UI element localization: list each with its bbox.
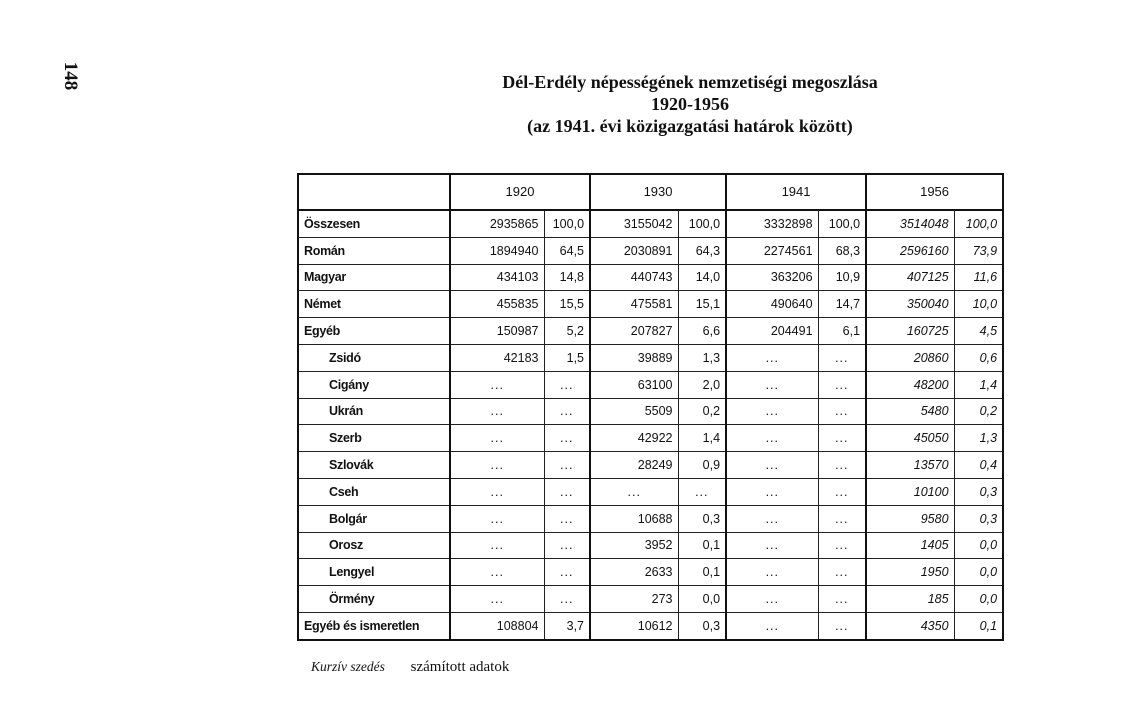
percent-cell: 0,0 xyxy=(954,586,1003,613)
count-cell: ... xyxy=(726,612,818,639)
row-label: Cigány xyxy=(298,371,450,398)
percent-cell: 15,1 xyxy=(678,291,726,318)
row-label: Örmény xyxy=(298,586,450,613)
row-label: Szlovák xyxy=(298,452,450,479)
count-cell: 2633 xyxy=(590,559,678,586)
count-cell: ... xyxy=(726,425,818,452)
count-cell: 2596160 xyxy=(866,237,954,264)
row-label: Lengyel xyxy=(298,559,450,586)
percent-cell: 4,5 xyxy=(954,318,1003,345)
percent-cell: 73,9 xyxy=(954,237,1003,264)
percent-cell: ... xyxy=(544,478,590,505)
count-cell: ... xyxy=(726,532,818,559)
count-cell: 160725 xyxy=(866,318,954,345)
percent-cell: ... xyxy=(544,586,590,613)
row-label: Egyéb xyxy=(298,318,450,345)
count-cell: ... xyxy=(450,425,544,452)
count-cell: 13570 xyxy=(866,452,954,479)
percent-cell: 14,0 xyxy=(678,264,726,291)
percent-cell: 11,6 xyxy=(954,264,1003,291)
percent-cell: 15,5 xyxy=(544,291,590,318)
count-cell: 5509 xyxy=(590,398,678,425)
page-number: 148 xyxy=(60,61,81,91)
count-cell: 455835 xyxy=(450,291,544,318)
table-row xyxy=(298,371,1003,398)
percent-cell: 1,4 xyxy=(954,371,1003,398)
count-cell: 108804 xyxy=(450,612,544,639)
table-row xyxy=(298,505,1003,532)
percent-cell: 0,3 xyxy=(678,505,726,532)
count-cell: ... xyxy=(726,452,818,479)
percent-cell: 64,5 xyxy=(544,237,590,264)
percent-cell: 1,3 xyxy=(678,344,726,371)
table-row xyxy=(298,318,1003,345)
percent-cell: 68,3 xyxy=(818,237,866,264)
percent-cell: 0,1 xyxy=(678,559,726,586)
count-cell: 2274561 xyxy=(726,237,818,264)
count-cell: 9580 xyxy=(866,505,954,532)
count-cell: ... xyxy=(726,371,818,398)
header-corner xyxy=(298,174,450,210)
percent-cell: ... xyxy=(818,344,866,371)
percent-cell: 100,0 xyxy=(678,210,726,237)
percent-cell: 0,0 xyxy=(678,586,726,613)
percent-cell: 3,7 xyxy=(544,612,590,639)
count-cell: ... xyxy=(726,586,818,613)
year-header: 1956 xyxy=(866,174,1003,210)
count-cell: ... xyxy=(450,559,544,586)
percent-cell: 100,0 xyxy=(954,210,1003,237)
percent-cell: 6,1 xyxy=(818,318,866,345)
footnote-key: Kurzív szedés xyxy=(311,659,385,674)
percent-cell: 1,3 xyxy=(954,425,1003,452)
count-cell: ... xyxy=(726,398,818,425)
percent-cell: 0,2 xyxy=(678,398,726,425)
percent-cell: 6,6 xyxy=(678,318,726,345)
year-header: 1920 xyxy=(450,174,590,210)
row-label: Összesen xyxy=(298,210,450,237)
count-cell: 45050 xyxy=(866,425,954,452)
count-cell: 42922 xyxy=(590,425,678,452)
percent-cell: ... xyxy=(678,478,726,505)
table-row xyxy=(298,532,1003,559)
table-row xyxy=(298,264,1003,291)
count-cell: ... xyxy=(726,559,818,586)
percent-cell: ... xyxy=(544,505,590,532)
percent-cell: 10,0 xyxy=(954,291,1003,318)
percent-cell: ... xyxy=(544,532,590,559)
count-cell: 20860 xyxy=(866,344,954,371)
percent-cell: 0,6 xyxy=(954,344,1003,371)
count-cell: 1950 xyxy=(866,559,954,586)
percent-cell: 0,1 xyxy=(954,612,1003,639)
count-cell: ... xyxy=(726,478,818,505)
count-cell: 185 xyxy=(866,586,954,613)
percent-cell: 14,8 xyxy=(544,264,590,291)
percent-cell: 0,1 xyxy=(678,532,726,559)
count-cell: ... xyxy=(450,398,544,425)
percent-cell: ... xyxy=(818,452,866,479)
count-cell: ... xyxy=(450,586,544,613)
table-row xyxy=(298,237,1003,264)
percent-cell: 2,0 xyxy=(678,371,726,398)
count-cell: 350040 xyxy=(866,291,954,318)
table-title: Dél-Erdély népességének nemzetiségi megoszlása xyxy=(502,72,878,92)
count-cell: 10688 xyxy=(590,505,678,532)
count-cell: 207827 xyxy=(590,318,678,345)
count-cell: 150987 xyxy=(450,318,544,345)
count-cell: 28249 xyxy=(590,452,678,479)
row-label: Ukrán xyxy=(298,398,450,425)
percent-cell: 1,4 xyxy=(678,425,726,452)
row-label: Zsidó xyxy=(298,344,450,371)
count-cell: 407125 xyxy=(866,264,954,291)
percent-cell: 1,5 xyxy=(544,344,590,371)
table-row xyxy=(298,344,1003,371)
year-header: 1941 xyxy=(726,174,866,210)
row-label: Szerb xyxy=(298,425,450,452)
count-cell: 3952 xyxy=(590,532,678,559)
count-cell: 48200 xyxy=(866,371,954,398)
percent-cell: 100,0 xyxy=(544,210,590,237)
percent-cell: 0,4 xyxy=(954,452,1003,479)
count-cell: 2030891 xyxy=(590,237,678,264)
percent-cell: ... xyxy=(818,398,866,425)
table-row xyxy=(298,452,1003,479)
table-row xyxy=(298,210,1003,237)
count-cell: 10612 xyxy=(590,612,678,639)
row-label: Román xyxy=(298,237,450,264)
count-cell: 4350 xyxy=(866,612,954,639)
percent-cell: 0,3 xyxy=(954,478,1003,505)
count-cell: ... xyxy=(726,344,818,371)
count-cell: ... xyxy=(450,371,544,398)
count-cell: 475581 xyxy=(590,291,678,318)
count-cell: 1405 xyxy=(866,532,954,559)
percent-cell: 5,2 xyxy=(544,318,590,345)
footnote xyxy=(311,659,509,676)
percent-cell: ... xyxy=(818,371,866,398)
count-cell: 440743 xyxy=(590,264,678,291)
count-cell: 2935865 xyxy=(450,210,544,237)
percent-cell: ... xyxy=(544,371,590,398)
count-cell: ... xyxy=(450,452,544,479)
count-cell: 273 xyxy=(590,586,678,613)
percent-cell: 0,3 xyxy=(954,505,1003,532)
count-cell: ... xyxy=(726,505,818,532)
table-row xyxy=(298,612,1003,639)
count-cell: 63100 xyxy=(590,371,678,398)
count-cell: 5480 xyxy=(866,398,954,425)
count-cell: 363206 xyxy=(726,264,818,291)
percent-cell: 64,3 xyxy=(678,237,726,264)
count-cell: ... xyxy=(450,478,544,505)
percent-cell: ... xyxy=(544,425,590,452)
table-title-subtitle: (az 1941. évi közigazgatási határok között) xyxy=(527,116,853,136)
percent-cell: ... xyxy=(818,612,866,639)
count-cell: 39889 xyxy=(590,344,678,371)
count-cell: 490640 xyxy=(726,291,818,318)
table-row xyxy=(298,425,1003,452)
count-cell: 3332898 xyxy=(726,210,818,237)
percent-cell: ... xyxy=(818,559,866,586)
percent-cell: ... xyxy=(818,586,866,613)
count-cell: 1894940 xyxy=(450,237,544,264)
percent-cell: ... xyxy=(818,478,866,505)
count-cell: 3155042 xyxy=(590,210,678,237)
percent-cell: ... xyxy=(544,398,590,425)
table-row xyxy=(298,559,1003,586)
percent-cell: 100,0 xyxy=(818,210,866,237)
table-row xyxy=(298,291,1003,318)
year-header: 1930 xyxy=(590,174,726,210)
row-label: Orosz xyxy=(298,532,450,559)
row-label: Egyéb és ismeretlen xyxy=(298,612,450,639)
percent-cell: 14,7 xyxy=(818,291,866,318)
row-label: Német xyxy=(298,291,450,318)
count-cell: ... xyxy=(590,478,678,505)
table-header-row xyxy=(298,174,1003,210)
percent-cell: ... xyxy=(818,425,866,452)
count-cell: ... xyxy=(450,532,544,559)
table-title-years: 1920-1956 xyxy=(651,94,729,114)
count-cell: 3514048 xyxy=(866,210,954,237)
percent-cell: 0,2 xyxy=(954,398,1003,425)
row-label: Bolgár xyxy=(298,505,450,532)
percent-cell: 0,0 xyxy=(954,532,1003,559)
percent-cell: 0,0 xyxy=(954,559,1003,586)
table-row xyxy=(298,586,1003,613)
footnote-text: számított adatok xyxy=(410,659,510,675)
table-row xyxy=(298,478,1003,505)
count-cell: 434103 xyxy=(450,264,544,291)
row-label: Cseh xyxy=(298,478,450,505)
percent-cell: 0,3 xyxy=(678,612,726,639)
row-label: Magyar xyxy=(298,264,450,291)
percent-cell: 10,9 xyxy=(818,264,866,291)
percent-cell: ... xyxy=(818,532,866,559)
percent-cell: ... xyxy=(818,505,866,532)
percent-cell: ... xyxy=(544,452,590,479)
count-cell: 204491 xyxy=(726,318,818,345)
count-cell: ... xyxy=(450,505,544,532)
percent-cell: ... xyxy=(544,559,590,586)
percent-cell: 0,9 xyxy=(678,452,726,479)
count-cell: 42183 xyxy=(450,344,544,371)
table-row xyxy=(298,398,1003,425)
count-cell: 10100 xyxy=(866,478,954,505)
population-table xyxy=(297,173,1004,641)
